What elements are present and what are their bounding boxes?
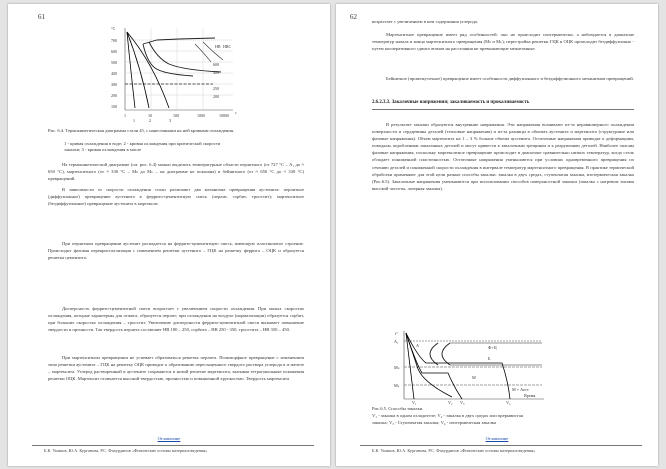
hardness-label: 200 — [213, 94, 219, 99]
figure-caption: Рис.6.5. Способы закалки. — [372, 406, 424, 411]
hardness-label: 400 — [213, 70, 219, 75]
figure-caption-line: закалки; 3 - кривая охлаждения в масле — [64, 147, 142, 152]
x-axis-label: 10 — [148, 113, 152, 118]
y-axis-label: Mₖ — [394, 383, 400, 388]
figure-quenching-methods — [392, 327, 548, 405]
curve-label: 1 — [133, 118, 135, 123]
x-axis-label: 1 — [124, 113, 126, 118]
y-axis-label: 300 — [111, 82, 117, 87]
paragraph: В зависимости от скорости охлаждения стали различают два механизма превращения аустенита: перлитное (диффузионное) превращение аустенита в феррито-цементитную смесь (перлит, сорбит, троостит); мартенситное (бездиффузионное) превращение аустенита в мартенсит. — [48, 187, 304, 207]
x-axis-unit: с — [235, 110, 237, 115]
hardness-label: HRC — [223, 44, 232, 49]
page-number: 61 — [38, 13, 45, 21]
x-axis-label: 100 — [173, 113, 179, 118]
region-label: Ф+Ц — [488, 345, 497, 350]
footer-text: Б.К. Ушаков, Ю.А. Курганова, Р.С. Фахурдинов «Физические основы материаловедения» — [372, 448, 536, 453]
heading-underline — [372, 109, 634, 110]
region-label: Б — [488, 356, 491, 361]
y-axis-label: 700 — [111, 38, 117, 43]
footer-divider — [360, 445, 642, 446]
toc-link[interactable]: Оглавление — [485, 436, 509, 441]
y-axis-label: 200 — [111, 93, 117, 98]
y-axis-label: 100 — [111, 104, 117, 109]
figure-caption-line: закалка; V₃ - Ступенчатая закалка; V₄ - изотермическая закалка — [372, 420, 496, 425]
curve-label: V₃ — [460, 400, 465, 405]
y-axis-label: A₁ — [394, 339, 399, 344]
curve-label: 2 — [149, 118, 151, 123]
paragraph: На термокинетической диаграмме (см. рис. 6.4) можно выделить температурные области перлитного (от 727 °С – А₁ до ≈ 650 °С), мартенситного (от ≈ 330 °С – Мₙ до Мₖ – на диаграмме не показана) и бейнитного (от ≈ 650 °С до ≈ 330 °С) превращений. — [48, 162, 304, 182]
page-number: 62 — [350, 13, 357, 21]
paragraph: Дисперсность феррито-цементитной смеси возрастает с увеличением скорости охлаждения. При малых скоростях охлаждения, которые характерны для отжига, образуется перлит; при охлаждении на воздухе (нормализации) образуется сорбит, при больших скоростях охлаждения – троостит. Увеличение дисперсности феррито-цементитной смеси вызывает повышение твердости и прочности. Так твердость перлита составляет НВ 180 – 250, сорбита – НВ 250 - 350, троостита – НВ 350 – 450. — [48, 306, 304, 333]
curve-label: V₄ — [506, 400, 511, 405]
x-axis-label: Время — [524, 393, 536, 398]
paragraph: При перлитном превращении аустенит распадается на феррито-цементитную смесь, имеющую пластинчатое строение. Происходит фазовая перекристаллизация с изменением решетки аустенита – ГЦК на решетку феррита – ОЦК и образуется решетка цементита. — [48, 241, 304, 261]
paragraph: При мартенситном превращении не успевает образоваться решетка перлита. Полиморфное превращение с изменением типа решетки аустенита – ГЦК на решетку ОЦК приводит к образованию пересыщенного твердого раствора углерода в α-железе – мартенсита. Углерод растворенный в аустените сохраняется в новой решетке мартенсита, вызывая тетрагональные искажения решетки ОЦК. Мартенсит отличается высокой твердостью, прочностью и повышенной хрупкостью. Твердость мартенсита — [48, 355, 304, 382]
region-label: М + Аост — [512, 387, 529, 392]
paragraph: Мартенситное превращение имеет ряд особенностей: оно не происходит изотермически, а наблюдается в диапазоне температур начала и конца мартенситного превращения (Мₙ и Мₖ); перестройка решетки ГЦК в ОЦК происходит бездиффузионно - путем кооперативного сдвига атомов на расстояния не превышающие межатомные. — [372, 32, 634, 52]
curve-label: V₁ — [412, 400, 417, 405]
figure-cct-diagram — [103, 18, 243, 126]
y-axis-label: t° — [395, 331, 398, 336]
hardness-label: 600 — [213, 62, 219, 67]
region-label: М — [472, 375, 476, 380]
y-axis-label: 400 — [111, 71, 117, 76]
hardness-label: 250 — [213, 86, 219, 91]
figure-caption: Рис. 6.4. Термокинетическая диаграмма стали 45, с нанесенными на ней кривыми охлаждения. — [48, 128, 235, 133]
y-axis-label: °C — [111, 26, 116, 31]
x-axis-label: 10000 — [219, 113, 229, 118]
figure-caption-line: V₁ - закалка в одном охладителе; V₂ - закалка в двух средах или прерывистая — [372, 413, 523, 418]
y-axis-label: 600 — [111, 49, 117, 54]
y-axis-label: Mₙ — [394, 365, 400, 370]
footer-text: Б.К. Ушаков, Ю.А. Курганова, Р.С. Фахурдинов «Физические основы материаловедения» — [44, 448, 208, 453]
curve-label: 3 — [169, 118, 171, 123]
paragraph: возрастает с увеличением в нем содержания углерода. — [372, 19, 479, 24]
document-page-right — [336, 4, 658, 466]
region-label: A — [416, 343, 420, 348]
footer-divider — [32, 445, 314, 446]
paragraph: В результате закалки образуются внутренние напряжения. Эти напряжения возникают из-за неравномерного охлаждения поверхности и сердцевины деталей (тепловые напряжения) и из-за разницы в объемах аустенита и мартенсита (структурные или фазовые напряжения). Объем мартенсита на 1 – 3 % больше объема аустенита. Остаточные напряжения приводят к деформациям, поводкам, короблениям закаленных деталей и могут привести к закалочным трещинам и к разрушению деталей. Наиболее опасны фазовые напряжения, поскольку мартенситное превращение происходит в диапазоне сравнительно низких температур, когда сталь обладает пониженной пластичностью. Остаточные напряжения уменьшаются при условиях одновременного превращения по сечению деталей и пониженной скорости охлаждения в интервале температур мартенситного превращения. В практике термической обработки применяют для этой цели разные способы закалки: закалка в двух средах, ступенчатая закалка, изотермическая закалка (Рис.6.5). Закалочные напряжения уменьшаются при использовании способов поверхностной закалки (закалка с нагревом токами высокой частоты, лазерная закалка). — [372, 122, 634, 191]
toc-link[interactable]: Оглавление — [157, 436, 181, 441]
curve-label: V₂ — [448, 400, 453, 405]
document-page-left — [8, 4, 330, 466]
paragraph: Бейнитное (промежуточное) превращение имеет особенности диффузионного и бездиффузионного механизмов превращений. — [386, 76, 634, 81]
x-axis-label: 1000 — [197, 113, 205, 118]
hardness-label: HB — [215, 44, 221, 49]
section-heading: 2.6.2.3.3. Закалочные напряжения; закаливаемость и прокаливаемость — [372, 100, 530, 105]
y-axis-label: 500 — [111, 60, 117, 65]
figure-caption-line: 1 - кривая охлаждения в воде; 2 - кривая охлаждения при критической скорости — [64, 141, 221, 146]
